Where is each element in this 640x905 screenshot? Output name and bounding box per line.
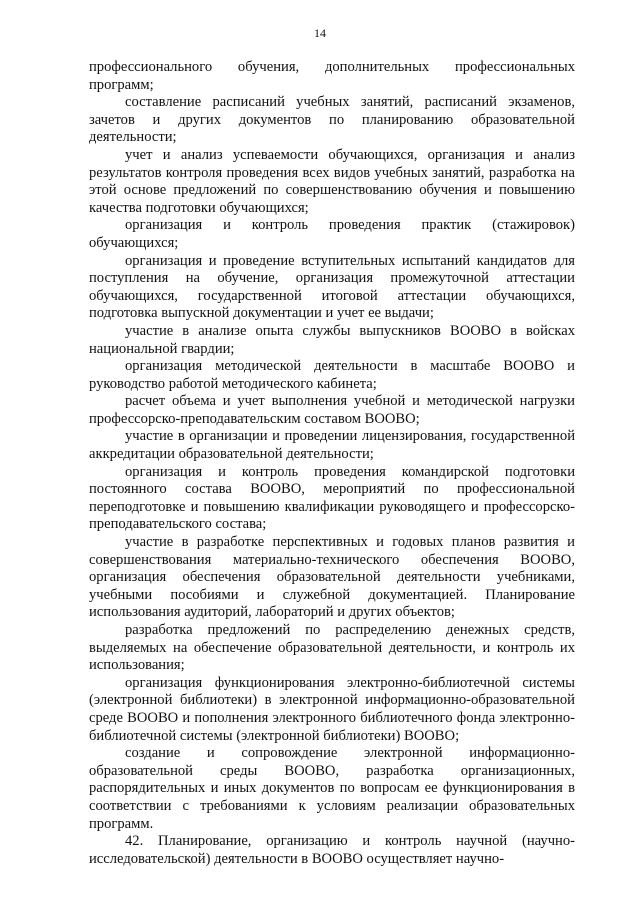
paragraph: составление расписаний учебных занятий, расписаний экзаменов, зачетов и других документов по планированию образовательной деятельности; <box>89 94 575 146</box>
page-number: 14 <box>314 26 326 40</box>
paragraph: участие в анализе опыта службы выпускников ВООВО в войсках национальной гвардии; <box>89 322 575 357</box>
paragraph: разработка предложений по распределению денежных средств, выделяемых на обеспечение образовательной деятельности, и контроль их использования; <box>89 622 575 674</box>
paragraph: участие в организации и проведении лицензирования, государственной аккредитации образовательной деятельности; <box>89 428 575 463</box>
paragraph: создание и сопровождение электронной информационно-образовательной среды ВООВО, разработка организационных, распорядительных и иных документов по вопросам ее функционирования в соответствии с требованиями к условиям реализации образовательных программ. <box>89 745 575 832</box>
paragraph: участие в разработке перспективных и годовых планов развития и совершенствования материально-технического обеспечения ВООВО, организация обеспечения образовательной деятельности учебниками, учебными пособиями и служебной документацией. Планирование использования аудиторий, лабораторий и других объектов; <box>89 534 575 621</box>
paragraph: расчет объема и учет выполнения учебной и методической нагрузки профессорско-преподавательским составом ВООВО; <box>89 393 575 427</box>
paragraph: организация функционирования электронно-библиотечной системы (электронной библиотеки) в электронной информационно-образовательной среде ВООВО и пополнения электронного библиотечного фонда электронно-библиотечной системы (электронной библиотеки) ВООВО; <box>89 674 575 744</box>
paragraph: организация и проведение вступительных испытаний кандидатов для поступления на обучение, организация промежуточной аттестации обучающихся, государственной итоговой аттестации обучающихся, подготовка выпускной документации и учет ее выдачи; <box>89 252 575 322</box>
paragraph: организация методической деятельности в масштабе ВООВО и руководство работой методического кабинета; <box>89 358 575 392</box>
paragraph-numbered-42: 42. Планирование, организацию и контроль научной (научно-исследовательской) деятельности в ВООВО осуществляет научно- <box>89 833 575 867</box>
paragraph: организация и контроль проведения практик (стажировок) обучающихся; <box>89 217 575 251</box>
paragraph-continued: профессионального обучения, дополнительных профессиональных программ; <box>89 59 575 93</box>
document-body <box>89 59 575 868</box>
paragraph: учет и анализ успеваемости обучающихся, организация и анализ результатов контроля проведения всех видов учебных занятий, разработка на этой основе предложений по совершенствованию обучения и повышению качества подготовки обучающихся; <box>89 146 575 216</box>
paragraph: организация и контроль проведения командирской подготовки постоянного состава ВООВО, мероприятий по профессиональной переподготовке и повышению квалификации руководящего и профессорско-преподавательского состава; <box>89 463 575 533</box>
